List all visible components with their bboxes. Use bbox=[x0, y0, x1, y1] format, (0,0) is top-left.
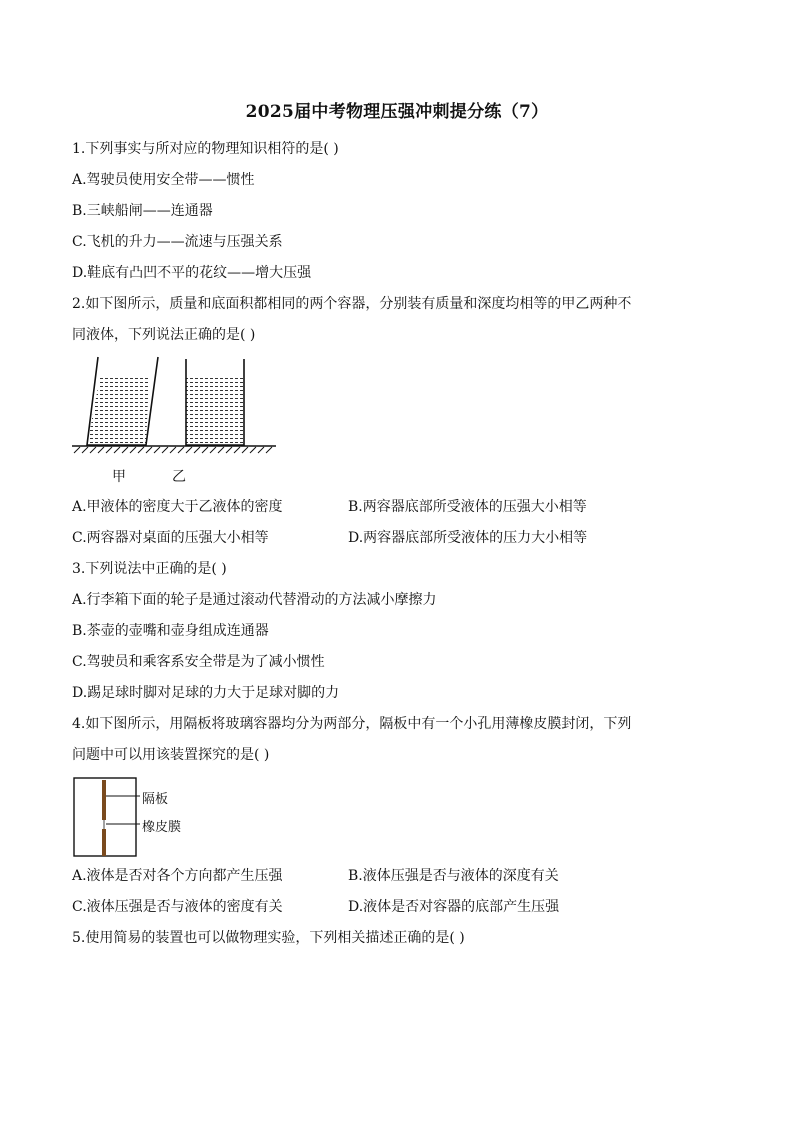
figure-label-yi: 乙 bbox=[172, 469, 186, 485]
question-4-option-b: B.液体压强是否与液体的深度有关 bbox=[348, 868, 559, 884]
question-2-option-b: B.两容器底部所受液体的压强大小相等 bbox=[348, 499, 587, 515]
ground-hatch bbox=[74, 447, 272, 453]
question-3-option-a: A.行李箱下面的轮子是通过滚动代替滑动的方法减小摩擦力 bbox=[72, 592, 437, 608]
two-containers-figure bbox=[70, 355, 280, 455]
question-3-stem: 3.下列说法中正确的是( ) bbox=[72, 561, 227, 577]
question-3-option-b: B.茶壶的壶嘴和壶身组成连通器 bbox=[72, 623, 269, 639]
question-2-option-c: C.两容器对桌面的压强大小相等 bbox=[72, 530, 269, 546]
question-1-option-d: D.鞋底有凸凹不平的花纹——增大压强 bbox=[72, 265, 312, 281]
page-title: 2025届中考物理压强冲刺提分练（7） bbox=[245, 102, 549, 122]
liquid-yi bbox=[186, 377, 244, 445]
question-4-option-d: D.液体是否对容器的底部产生压强 bbox=[348, 899, 560, 915]
figure-label-partition: 隔板 bbox=[142, 792, 169, 807]
question-4-option-a: A.液体是否对各个方向都产生压强 bbox=[72, 868, 283, 884]
partition-lower bbox=[102, 829, 106, 856]
partition-container-figure bbox=[72, 776, 142, 858]
question-3-option-d: D.踢足球时脚对足球的力大于足球对脚的力 bbox=[72, 685, 340, 701]
question-2-stem-line-1: 2.如下图所示，质量和底面积都相同的两个容器，分别装有质量和深度均相等的甲乙两种不 bbox=[72, 296, 632, 312]
question-2-option-d: D.两容器底部所受液体的压力大小相等 bbox=[348, 530, 588, 546]
figure-label-membrane: 橡皮膜 bbox=[142, 820, 182, 835]
question-4-stem-line-1: 4.如下图所示，用隔板将玻璃容器均分为两部分，隔板中有一个小孔用薄橡皮膜封闭，下列 bbox=[72, 716, 632, 732]
question-1-option-b: B.三峡船闸——连通器 bbox=[72, 203, 213, 219]
figure-label-jia: 甲 bbox=[112, 469, 126, 485]
question-2-stem-line-2: 同液体，下列说法正确的是( ) bbox=[72, 327, 256, 343]
question-4-stem-line-2: 问题中可以用该装置探究的是( ) bbox=[72, 747, 270, 763]
question-5-stem: 5.使用简易的装置也可以做物理实验，下列相关描述正确的是( ) bbox=[72, 930, 465, 946]
question-1-stem: 1.下列事实与所对应的物理知识相符的是( ) bbox=[72, 141, 339, 157]
question-3-option-c: C.驾驶员和乘客系安全带是为了减小惯性 bbox=[72, 654, 325, 670]
partition-upper bbox=[102, 780, 106, 820]
question-1-option-a: A.驾驶员使用安全带——惯性 bbox=[72, 172, 255, 188]
liquid-jia bbox=[87, 377, 149, 445]
question-4-option-c: C.液体压强是否与液体的密度有关 bbox=[72, 899, 283, 915]
question-1-option-c: C.飞机的升力——流速与压强关系 bbox=[72, 234, 283, 250]
question-2-option-a: A.甲液体的密度大于乙液体的密度 bbox=[72, 499, 283, 515]
